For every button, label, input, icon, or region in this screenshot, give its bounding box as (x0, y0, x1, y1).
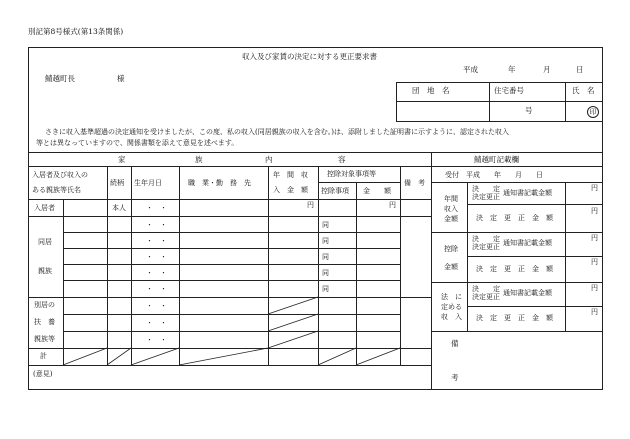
office-remarks-1: 備 (451, 339, 459, 348)
birth-dots-2: ・ ・ (146, 221, 167, 229)
tenant-relation: 本人 (112, 204, 126, 212)
address-label: 団 地 名 (412, 86, 450, 95)
decided-top-3: 決 定 (472, 285, 500, 293)
addressee-honorific: 様 (117, 74, 125, 83)
birth-dots-4: ・ ・ (146, 253, 167, 261)
birth-dots-3: ・ ・ (146, 237, 167, 245)
form-id: 別記第8号様式(第13条関係) (28, 27, 124, 36)
received-bottom-line (431, 182, 603, 183)
decided-revised-3: 決定更正 (472, 293, 500, 301)
office-remarks-2: 考 (451, 373, 459, 382)
legal-label-2: 定める (441, 303, 462, 311)
row-label-separate-2: 扶 養 (34, 318, 55, 326)
revised-amount-2: 決 定 更 正 金 額 (476, 265, 553, 273)
birth-dots-5: ・ ・ (146, 269, 167, 277)
col-income-header-2: 入 金 額 (273, 186, 308, 194)
office-row-line-3 (467, 256, 603, 257)
opinion-label: (意見) (33, 370, 53, 378)
go-label: 号 (525, 106, 533, 115)
col-relation-header: 続柄 (110, 179, 124, 187)
notice-amount-3: 通知書記載金額 (503, 289, 552, 297)
yen-4: 円 (591, 258, 598, 266)
date-year: 年 (508, 65, 516, 74)
same-mark-3: 同 (322, 253, 329, 261)
office-row-line-2 (431, 232, 603, 233)
row-label-tenant: 入居者 (34, 204, 55, 212)
office-row-line-5 (467, 306, 603, 307)
family-header-char-4: 容 (338, 155, 346, 164)
row-label-cohab-2: 親族 (38, 267, 52, 275)
addressee-office: 鯖越町長 (45, 74, 75, 83)
col-deduction-amount-header: 金 額 (363, 187, 391, 195)
decided-revised-1: 決定更正 (472, 193, 500, 201)
office-header-line (431, 166, 603, 167)
yen-1: 円 (591, 184, 598, 192)
deduction-label-1: 控除 (444, 245, 458, 253)
birth-dots-6: ・ ・ (146, 285, 167, 293)
col-deduction-group-header: 控除対象事項等 (327, 170, 376, 178)
col-income-header-1: 年 間 収 (273, 171, 308, 179)
birth-dots-9: ・ ・ (146, 336, 167, 344)
birth-dots-7: ・ ・ (146, 302, 167, 310)
office-column-header: 鯖越町記載欄 (474, 155, 519, 164)
same-mark-4: 同 (322, 269, 329, 277)
decided-top-1: 決 定 (472, 185, 500, 193)
received-line: 受付 平成 年 月 日 (445, 171, 543, 179)
decided-revised-2: 決定更正 (472, 243, 500, 251)
income-yen: 円 (307, 201, 314, 209)
legal-label-3: 収 入 (441, 313, 462, 321)
col-name-header-2: ある親族等氏名 (32, 186, 81, 194)
name-label: 氏 名 (572, 86, 595, 95)
office-row-line-6 (431, 331, 603, 332)
date-day: 日 (576, 65, 584, 74)
annual-income-label-1: 年間 (444, 195, 458, 203)
yen-5: 円 (591, 284, 598, 292)
same-mark-5: 同 (322, 285, 329, 293)
row-label-cohab-1: 同居 (38, 238, 52, 246)
form-title: 収入及び家賃の決定に対する更正要求書 (242, 52, 377, 61)
legal-label-1: 法 に (441, 293, 462, 301)
birth-dots-8: ・ ・ (146, 319, 167, 327)
birth-dots-1: ・ ・ (146, 204, 167, 212)
notice-amount-1: 通知書記載金額 (503, 189, 552, 197)
decided-top-2: 決 定 (472, 235, 500, 243)
revised-amount-3: 決 定 更 正 金 額 (476, 314, 553, 322)
body-line-1: さきに収入基準超過の決定通知を受けましたが、この度、私の収入(同居親族の収入を含む。)は、添附しました証明書に示すように、認定された収入 (45, 128, 509, 136)
body-line-2: 等とは異なっていますので、関係書類を添えて意見を述べます。 (36, 139, 239, 147)
yen-2: 円 (591, 207, 598, 215)
revised-amount-1: 決 定 更 正 金 額 (476, 214, 553, 222)
seal-text: 印 (587, 106, 599, 118)
annual-income-label-2: 収入 (444, 205, 458, 213)
same-mark-2: 同 (322, 237, 329, 245)
col-deduction-item-header: 控除事項 (321, 187, 349, 195)
col-name-header-1: 入居者及び収入の (32, 171, 88, 179)
date-era: 平成 (463, 65, 478, 74)
yen-3: 円 (591, 234, 598, 242)
office-row-line-1 (467, 204, 603, 205)
office-row-line-4 (431, 282, 603, 283)
row-label-separate-3: 親族等 (34, 335, 55, 343)
same-mark-1: 同 (322, 221, 329, 229)
row-label-separate-1: 別居の (34, 301, 55, 309)
deduction-label-2: 金額 (444, 263, 458, 271)
row-label-total: 計 (40, 352, 47, 360)
date-month: 月 (543, 65, 551, 74)
family-header-char-3: 内 (265, 155, 273, 164)
col-birth-header: 生年月日 (134, 179, 162, 187)
family-header-char-1: 家 (118, 155, 126, 164)
family-header-char-2: 族 (195, 155, 203, 164)
annual-income-label-3: 金額 (444, 215, 458, 223)
col-occupation-header: 職 業・勤 務 先 (188, 179, 251, 187)
yen-6: 円 (591, 308, 598, 316)
col-remarks-header: 備 考 (404, 179, 425, 187)
unit-number-label: 住宅番号 (494, 86, 524, 95)
deduction-yen: 円 (389, 201, 396, 209)
notice-amount-2: 通知書記載金額 (503, 239, 552, 247)
